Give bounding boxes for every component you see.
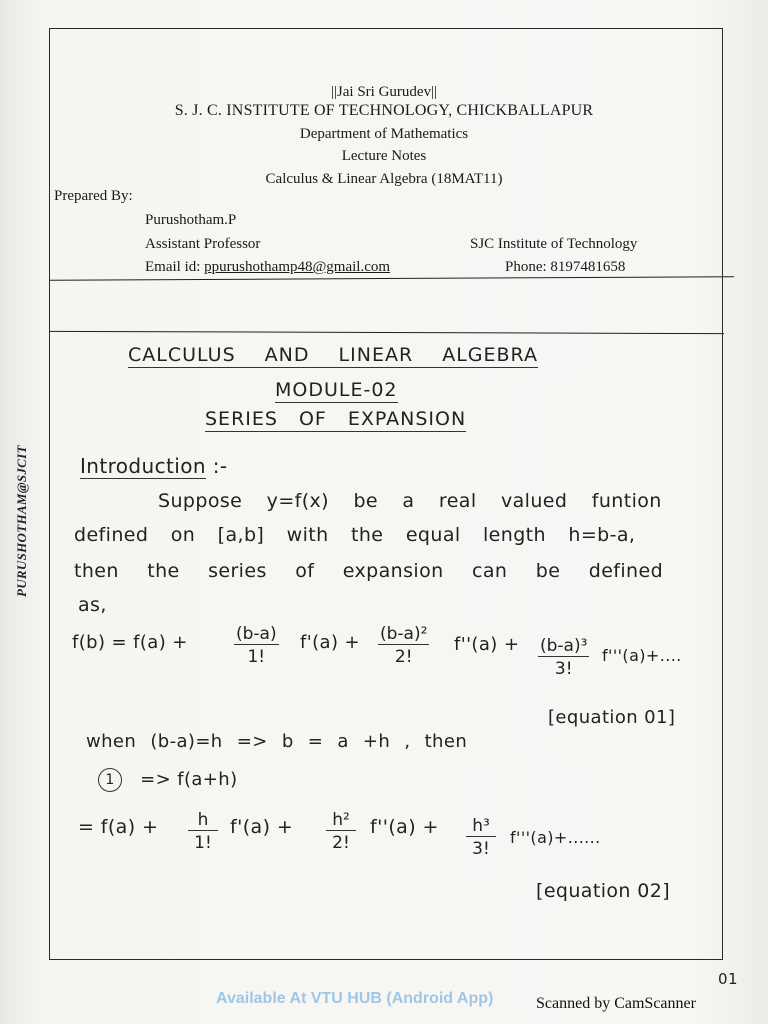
eq1-term1-fraction (234, 624, 279, 667)
eq1-term3-num: (b-a)³ (540, 636, 588, 656)
eq2-term3-den: 3! (472, 839, 490, 859)
eq2-term1-num: h (188, 810, 218, 831)
eq1-term2-fraction (378, 624, 429, 667)
institution-name: S. J. C. INSTITUTE OF TECHNOLOGY, CHICKBALLAPUR (174, 102, 594, 119)
eq1-term2-fn: f''(a) + (454, 634, 520, 655)
email-link[interactable]: ppurushothamp48@gmail.com (204, 259, 391, 275)
eq1-term3-den: 3! (554, 659, 573, 679)
equation-02 (78, 810, 718, 890)
topic-title: SERIES OF EXPANSION (205, 408, 467, 430)
step-line (98, 768, 238, 792)
equation-01 (72, 624, 732, 704)
author-designation: Assistant Professor (145, 236, 261, 252)
intro-heading-label: Introduction (80, 454, 206, 478)
eq2-term1-den: 1! (194, 833, 212, 853)
module-title: MODULE-02 (275, 379, 398, 401)
author-name: Purushotham.P (145, 212, 237, 228)
step-text: => f(a+h) (140, 769, 238, 790)
email-label: Email id: (145, 259, 201, 275)
intro-line-3: then the series of expansion can be defined (74, 560, 664, 582)
eq2-term3-fraction (466, 816, 496, 859)
eq1-lhs: f(b) = f(a) + (72, 632, 188, 653)
department-name: Department of Mathematics (299, 126, 469, 142)
eq1-term3-fraction (538, 636, 589, 679)
equation-02-label: [equation 02] (536, 880, 671, 902)
intro-heading-suffix: :- (212, 454, 228, 478)
eq2-term2-num: h² (326, 810, 356, 831)
eq2-term3-num: h³ (466, 816, 496, 837)
intro-line-2: defined on [a,b] with the equal length h=b-a, (74, 524, 636, 546)
course-title: Calculus & Linear Algebra (18MAT11) (265, 171, 503, 187)
eq2-term2-fn: f''(a) + (370, 816, 439, 838)
eq2-term1-fraction (188, 810, 218, 853)
page-number: 01 (718, 970, 738, 988)
eq1-term3-fn: f'''(a)+.... (602, 646, 682, 665)
header-motto: ||Jai Sri Gurudev|| (330, 84, 438, 100)
author-institute: SJC Institute of Technology (470, 236, 638, 252)
intro-line-1: Suppose y=f(x) be a real valued funtion (158, 490, 662, 512)
intro-heading (80, 454, 227, 478)
eq2-term3-fn: f'''(a)+...... (510, 828, 601, 847)
step-number-badge: 1 (98, 768, 122, 792)
eq1-term2-num: (b-a)² (380, 624, 428, 644)
document-type: Lecture Notes (341, 148, 427, 164)
eq2-lhs: = f(a) + (78, 816, 159, 838)
eq2-term2-den: 2! (332, 833, 350, 853)
eq2-term2-fraction (326, 810, 356, 853)
app-watermark: Available At VTU HUB (Android App) (216, 990, 494, 1007)
eq1-term1-num: (b-a) (236, 624, 277, 644)
eq1-term2-den: 2! (394, 647, 413, 667)
author-phone: Phone: 8197481658 (505, 259, 626, 275)
intro-line-4: as, (78, 594, 107, 616)
equation-01-label: [equation 01] (548, 707, 676, 728)
notes-title: CALCULUS AND LINEAR ALGEBRA (128, 344, 538, 366)
author-email-line (145, 259, 390, 276)
prepared-by-label: Prepared By: (54, 188, 133, 204)
eq2-term1-fn: f'(a) + (230, 816, 294, 838)
eq1-term1-fn: f'(a) + (300, 632, 360, 653)
side-watermark: PURUSHOTHAM@SJCIT (14, 445, 29, 597)
substitution-line: when (b-a)=h => b = a +h , then (86, 731, 468, 752)
scanner-credit: Scanned by CamScanner (536, 995, 696, 1012)
eq1-term1-den: 1! (247, 647, 266, 667)
